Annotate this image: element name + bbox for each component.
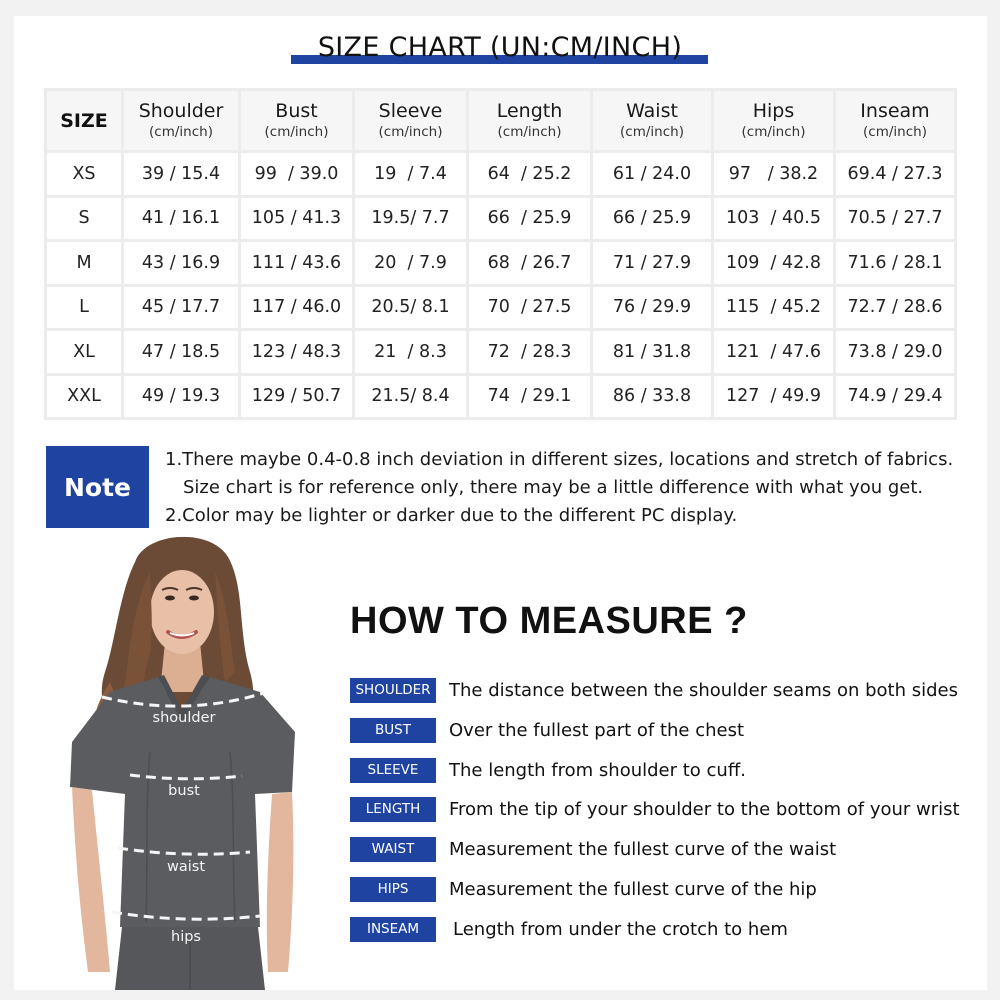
measure-description: The length from shoulder to cuff. (449, 759, 746, 781)
column-header-label: Hips (752, 99, 795, 122)
table-row (46, 285, 956, 330)
bust-cell: 99 / 39.0 (240, 152, 354, 197)
bust-measure-label: bust (168, 783, 200, 799)
measure-badge-shoulder: SHOULDER (350, 678, 436, 703)
note-line-2: 2.Color may be lighter or darker due to the different PC display. (165, 505, 738, 526)
length-cell: 64 / 25.2 (468, 152, 592, 197)
size-cell: M (46, 241, 123, 286)
column-header-bust (240, 90, 354, 152)
note-text (165, 446, 965, 530)
inseam-cell: 74.9 / 29.4 (835, 374, 956, 419)
note-line-1: 1.There maybe 0.4-0.8 inch deviation in different sizes, locations and stretch of fabrics. (165, 449, 954, 470)
list-item-sleeve (350, 757, 746, 783)
bust-cell: 117 / 46.0 (240, 285, 354, 330)
measure-badge-length: LENGTH (350, 797, 436, 822)
unit-label: (cm/inch) (620, 123, 684, 140)
shoulder-cell: 49 / 19.3 (123, 374, 240, 419)
length-cell: 74 / 29.1 (468, 374, 592, 419)
shoulder-cell: 45 / 17.7 (123, 285, 240, 330)
measure-description: Measurement the fullest curve of the hip (449, 878, 817, 900)
table-row (46, 241, 956, 286)
column-header-shoulder (123, 90, 240, 152)
shoulder-measure-label: shoulder (152, 710, 216, 726)
inseam-cell: 70.5 / 27.7 (835, 196, 956, 241)
unit-label: (cm/inch) (149, 123, 213, 140)
measure-description: Length from under the crotch to hem (453, 918, 788, 940)
size-cell: XXL (46, 374, 123, 419)
column-header-label: Shoulder (138, 99, 224, 122)
sleeve-cell: 21.5/ 8.4 (354, 374, 468, 419)
unit-label: (cm/inch) (863, 123, 927, 140)
measure-badge-inseam: INSEAM (350, 917, 436, 942)
length-cell: 70 / 27.5 (468, 285, 592, 330)
column-header-length (468, 90, 592, 152)
column-header-label: Bust (275, 99, 318, 122)
table-header-row (46, 90, 956, 152)
bust-cell: 111 / 43.6 (240, 241, 354, 286)
inseam-cell: 72.7 / 28.6 (835, 285, 956, 330)
unit-label: (cm/inch) (497, 123, 562, 140)
unit-label: (cm/inch) (378, 123, 443, 140)
shoulder-cell: 41 / 16.1 (123, 196, 240, 241)
hips-cell: 103 / 40.5 (713, 196, 835, 241)
list-item-length (350, 796, 960, 822)
measure-description: Over the fullest part of the chest (449, 719, 745, 741)
column-header-label: Sleeve (378, 99, 443, 122)
column-header-label: Inseam (860, 99, 930, 122)
bust-cell: 129 / 50.7 (240, 374, 354, 419)
size-cell: L (46, 285, 123, 330)
size-header-label: SIZE (60, 109, 108, 132)
inseam-cell: 69.4 / 27.3 (835, 152, 956, 197)
model-measurement-illustration (50, 532, 320, 990)
measure-badge-bust: BUST (350, 718, 436, 743)
list-item-hips (350, 876, 817, 902)
list-item-waist (350, 836, 836, 862)
table-row (46, 196, 956, 241)
sleeve-cell: 20.5/ 8.1 (354, 285, 468, 330)
unit-label: (cm/inch) (264, 123, 329, 140)
hips-cell: 127 / 49.9 (713, 374, 835, 419)
inseam-cell: 71.6 / 28.1 (835, 241, 956, 286)
length-cell: 66 / 25.9 (468, 196, 592, 241)
inseam-cell: 73.8 / 29.0 (835, 330, 956, 375)
measure-description: Measurement the fullest curve of the waist (449, 838, 837, 860)
length-cell: 68 / 26.7 (468, 241, 592, 286)
waist-cell: 81 / 31.8 (592, 330, 713, 375)
hips-measure-label: hips (171, 929, 201, 945)
waist-cell: 66 / 25.9 (592, 196, 713, 241)
waist-cell: 61 / 24.0 (592, 152, 713, 197)
measure-badge-sleeve: SLEEVE (350, 758, 436, 783)
bust-cell: 123 / 48.3 (240, 330, 354, 375)
measure-description: The distance between the shoulder seams on both sides (449, 679, 958, 701)
list-item-bust (350, 717, 744, 743)
size-chart-table (44, 88, 957, 420)
column-header-hips (713, 90, 835, 152)
column-header-size (46, 90, 123, 152)
column-header-sleeve (354, 90, 468, 152)
waist-cell: 76 / 29.9 (592, 285, 713, 330)
list-item-inseam (350, 916, 788, 942)
hips-cell: 121 / 47.6 (713, 330, 835, 375)
waist-measure-label: waist (166, 859, 206, 875)
column-header-label: Waist (626, 99, 678, 122)
bust-cell: 105 / 41.3 (240, 196, 354, 241)
note-badge: Note (46, 446, 149, 528)
size-cell: XS (46, 152, 123, 197)
size-cell: S (46, 196, 123, 241)
column-header-label: Length (496, 99, 563, 122)
sleeve-cell: 19.5/ 7.7 (354, 196, 468, 241)
sleeve-cell: 21 / 8.3 (354, 330, 468, 375)
list-item-shoulder (350, 677, 958, 703)
measure-badge-hips: HIPS (350, 877, 436, 902)
size-cell: XL (46, 330, 123, 375)
shoulder-cell: 47 / 18.5 (123, 330, 240, 375)
measure-badge-waist: WAIST (350, 837, 436, 862)
waist-cell: 86 / 33.8 (592, 374, 713, 419)
column-header-waist (592, 90, 713, 152)
size-chart-title-block (290, 30, 710, 70)
hips-cell: 97 / 38.2 (713, 152, 835, 197)
page-title: SIZE CHART (UN:CM/INCH) (317, 32, 683, 63)
how-to-measure-heading: HOW TO MEASURE ? (350, 600, 748, 642)
table-row (46, 330, 956, 375)
measure-description: From the tip of your shoulder to the bottom of your wrist (449, 798, 960, 820)
sleeve-cell: 19 / 7.4 (354, 152, 468, 197)
table-row (46, 152, 956, 197)
hips-cell: 115 / 45.2 (713, 285, 835, 330)
hips-cell: 109 / 42.8 (713, 241, 835, 286)
length-cell: 72 / 28.3 (468, 330, 592, 375)
shoulder-cell: 39 / 15.4 (123, 152, 240, 197)
note-line-1-continued: Size chart is for reference only, there may be a little difference with what you get. (183, 477, 924, 498)
unit-label: (cm/inch) (741, 123, 806, 140)
table-row (46, 374, 956, 419)
shoulder-cell: 43 / 16.9 (123, 241, 240, 286)
sleeve-cell: 20 / 7.9 (354, 241, 468, 286)
waist-cell: 71 / 27.9 (592, 241, 713, 286)
column-header-inseam (835, 90, 956, 152)
model-figure-icon (50, 532, 320, 990)
